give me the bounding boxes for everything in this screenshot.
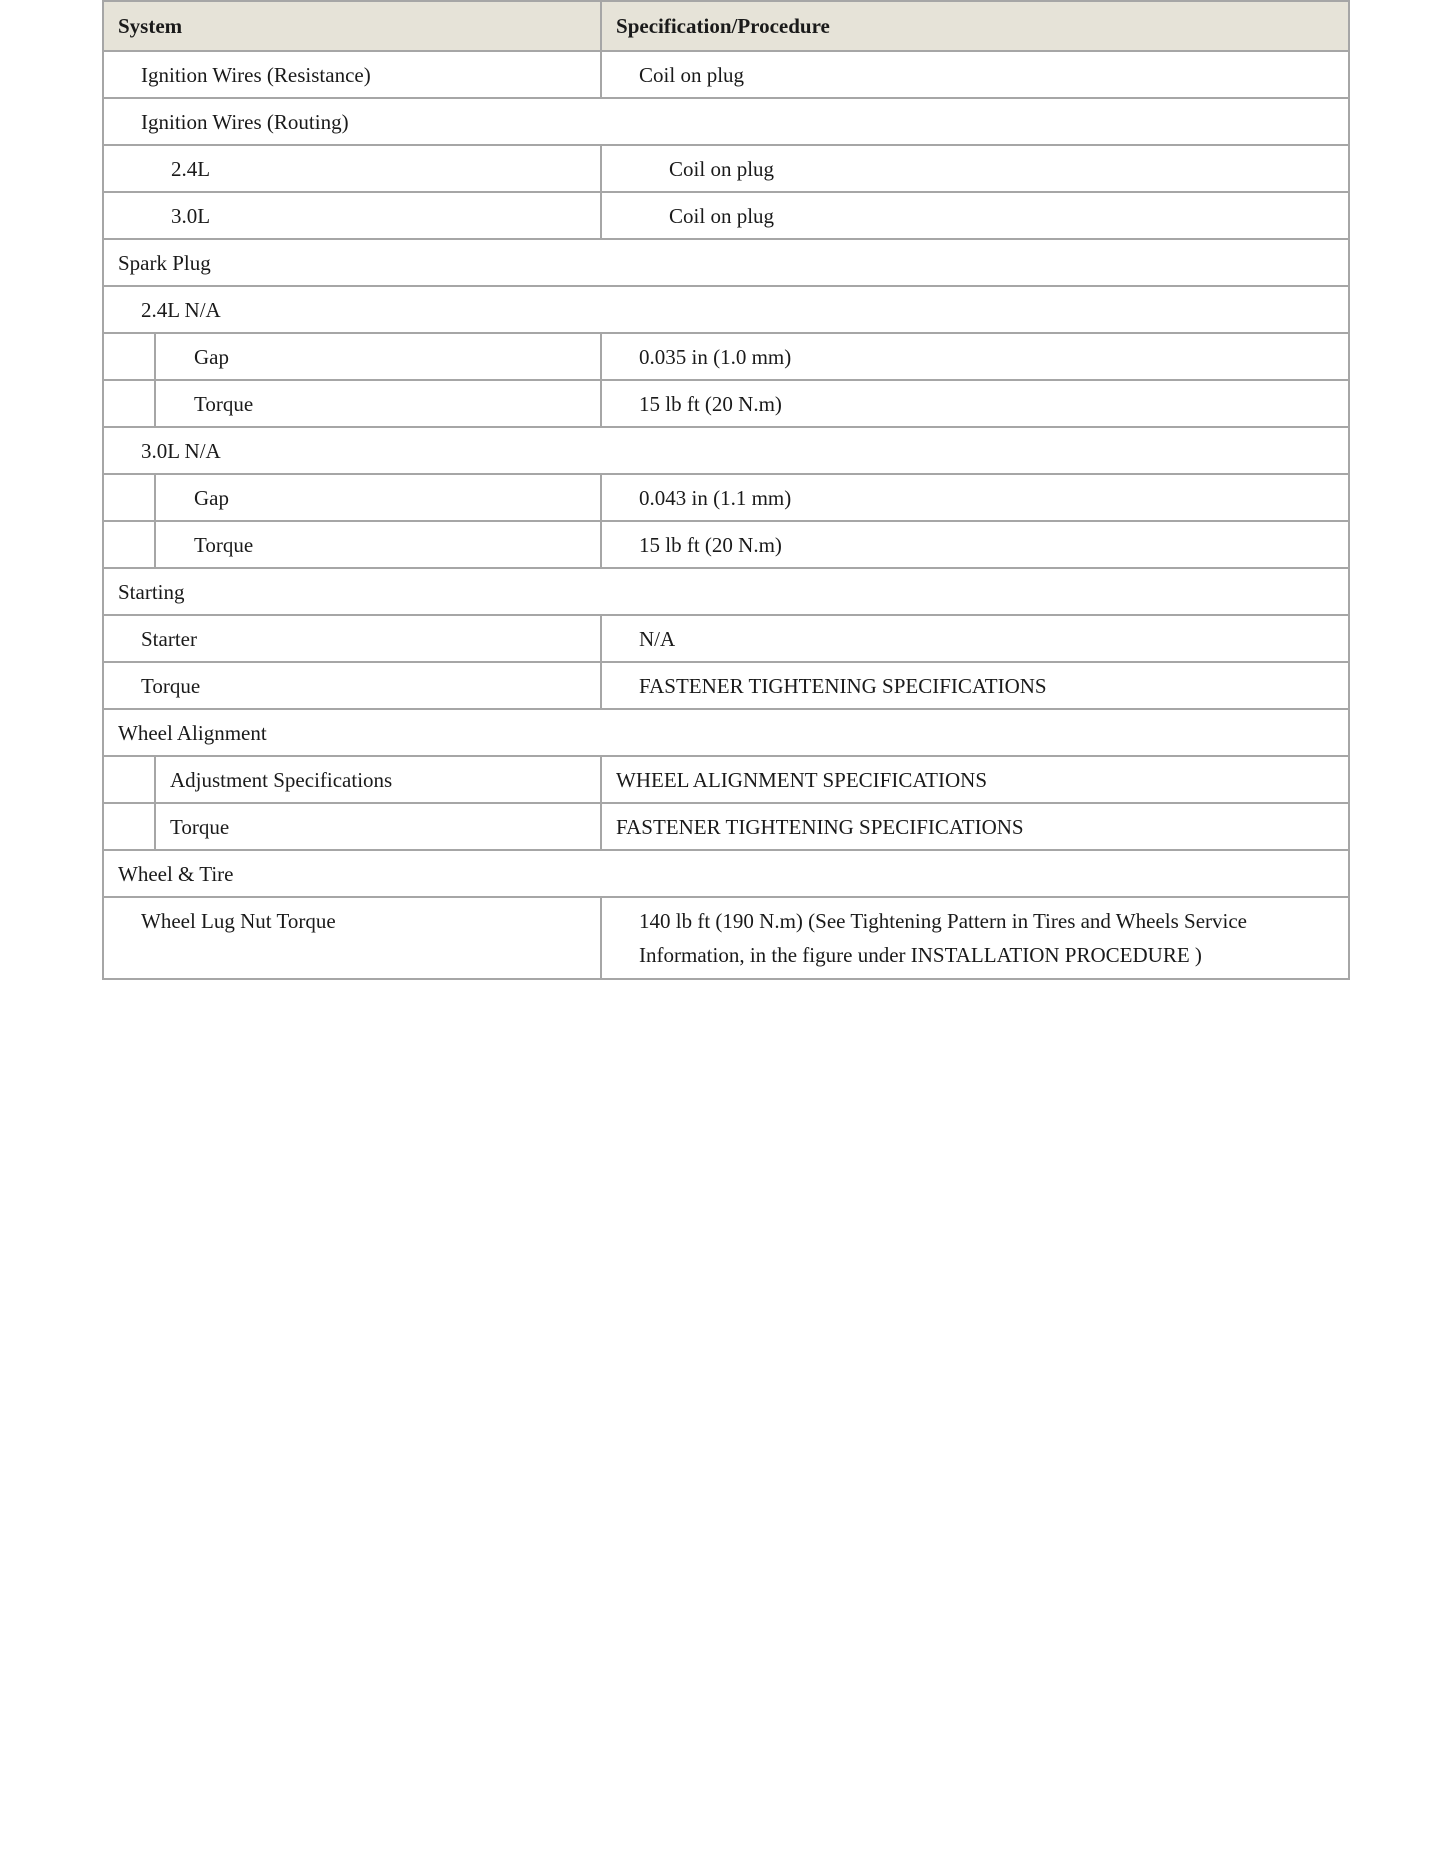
spec-cell: WHEEL ALIGNMENT SPECIFICATIONS: [601, 756, 1349, 803]
group-cell: 2.4L N/A: [103, 286, 1349, 333]
header-spec: Specification/Procedure: [601, 1, 1349, 51]
section-cell: Wheel Alignment: [103, 709, 1349, 756]
system-cell: Torque: [155, 380, 601, 427]
table-row: [103, 803, 1349, 850]
section-cell: Wheel & Tire: [103, 850, 1349, 897]
section-cell: Starting: [103, 568, 1349, 615]
system-cell: 2.4L: [103, 145, 601, 192]
indent-cell: [103, 803, 155, 850]
table-row: [103, 333, 1349, 380]
table-row: [103, 662, 1349, 709]
table-row: [103, 98, 1349, 145]
table-row: [103, 145, 1349, 192]
spec-cell: Coil on plug: [601, 192, 1349, 239]
group-cell: Ignition Wires (Routing): [103, 98, 1349, 145]
table-row: [103, 427, 1349, 474]
system-cell: 3.0L: [103, 192, 601, 239]
spec-cell: FASTENER TIGHTENING SPECIFICATIONS: [601, 662, 1349, 709]
system-cell: Wheel Lug Nut Torque: [103, 897, 601, 979]
header-system: System: [103, 1, 601, 51]
system-cell: Starter: [103, 615, 601, 662]
indent-cell: [103, 333, 155, 380]
table-header-row: [103, 1, 1349, 51]
spec-cell: 0.043 in (1.1 mm): [601, 474, 1349, 521]
system-cell: Ignition Wires (Resistance): [103, 51, 601, 98]
indent-cell: [103, 756, 155, 803]
table-row: [103, 850, 1349, 897]
spec-cell: Coil on plug: [601, 145, 1349, 192]
spec-cell: Coil on plug: [601, 51, 1349, 98]
specifications-table: [102, 0, 1350, 980]
table-row: [103, 521, 1349, 568]
table-row: [103, 239, 1349, 286]
table-row: [103, 568, 1349, 615]
spec-cell: 0.035 in (1.0 mm): [601, 333, 1349, 380]
section-cell: Spark Plug: [103, 239, 1349, 286]
system-cell: Torque: [103, 662, 601, 709]
system-cell: Torque: [155, 803, 601, 850]
system-cell: Torque: [155, 521, 601, 568]
indent-cell: [103, 521, 155, 568]
group-cell: 3.0L N/A: [103, 427, 1349, 474]
table-row: [103, 192, 1349, 239]
system-cell: Gap: [155, 333, 601, 380]
table-row: [103, 474, 1349, 521]
spec-cell: 15 lb ft (20 N.m): [601, 380, 1349, 427]
table-row: [103, 380, 1349, 427]
spec-cell: 15 lb ft (20 N.m): [601, 521, 1349, 568]
spec-cell: 140 lb ft (190 N.m) (See Tightening Pattern in Tires and Wheels Service Information, in the figure under INSTALLATION PROCEDURE ): [601, 897, 1349, 979]
indent-cell: [103, 380, 155, 427]
table-row: [103, 615, 1349, 662]
system-cell: Gap: [155, 474, 601, 521]
table-row: [103, 756, 1349, 803]
table-row: [103, 51, 1349, 98]
table-row: [103, 709, 1349, 756]
indent-cell: [103, 474, 155, 521]
spec-cell: N/A: [601, 615, 1349, 662]
system-cell: Adjustment Specifications: [155, 756, 601, 803]
table-row: [103, 897, 1349, 979]
table-row: [103, 286, 1349, 333]
spec-cell: FASTENER TIGHTENING SPECIFICATIONS: [601, 803, 1349, 850]
